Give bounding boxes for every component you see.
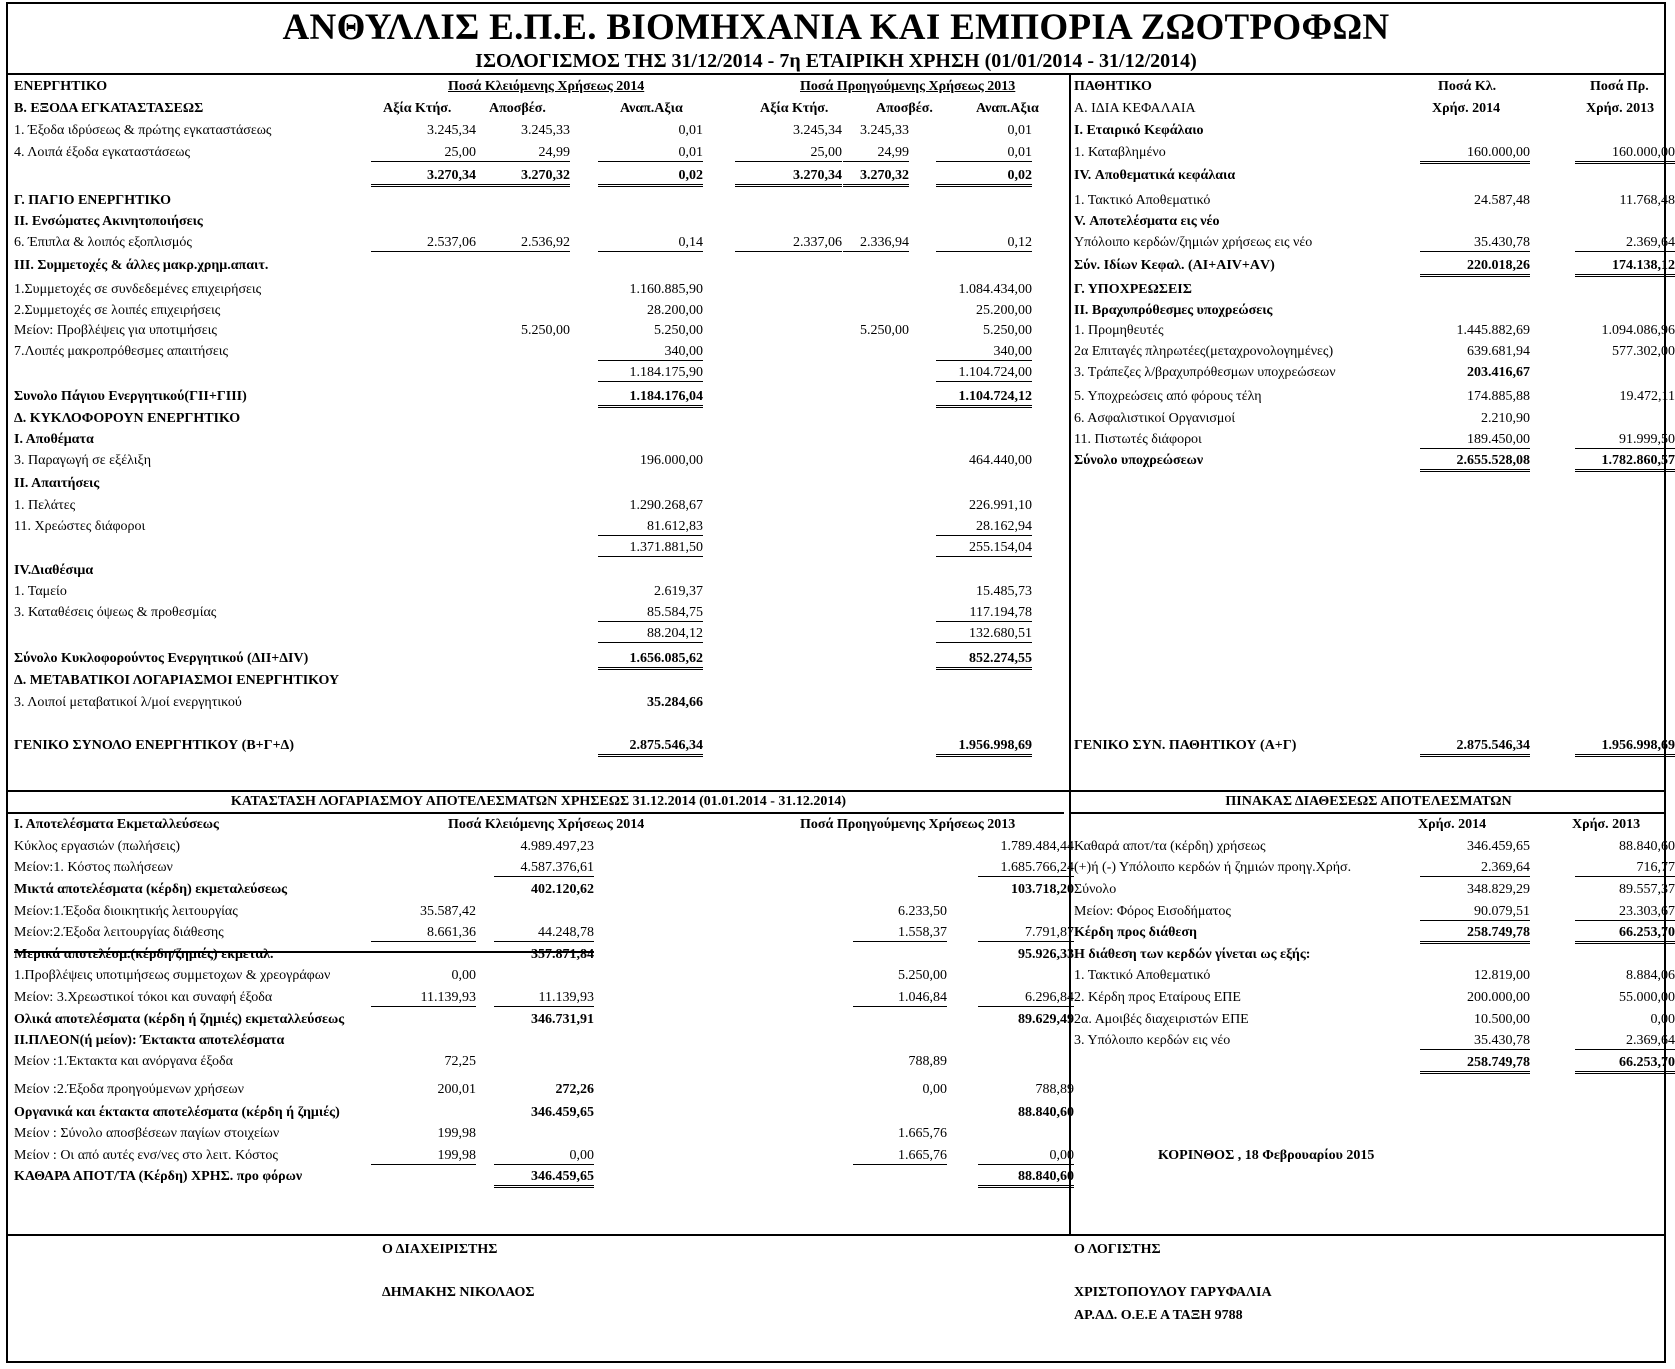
assets-row-label: 4. Λοιπά έξοδα εγκαταστάσεως <box>14 145 191 160</box>
income-value: 88.840,60 <box>1018 1105 1074 1120</box>
assets-value: 2.537,06 <box>371 234 476 252</box>
manager-name: ΔΗΜΑΚΗΣ ΝΙΚΟΛΑΟΣ <box>382 1285 535 1300</box>
distribution-value-2013: 55.000,00 <box>1619 990 1675 1005</box>
liabilities-value-2013: 91.999,50 <box>1575 431 1675 449</box>
assets-value: 0,01 <box>936 144 1032 162</box>
assets-value: 5.250,00 <box>983 323 1032 338</box>
liabilities-row-label: Α. ΙΔΙΑ ΚΕΦΑΛΑΙΑ <box>1074 101 1196 116</box>
liabilities-value-2014: 1.445.882,69 <box>1456 323 1530 338</box>
assets-value: 1.656.085,62 <box>598 650 703 670</box>
divider <box>1071 812 1664 814</box>
assets-row-label: Δ. ΜΕΤΑΒΑΤΙΚΟΙ ΛΟΓΑΡΙΑΣΜΟΙ ΕΝΕΡΓΗΤΙΚΟΥ <box>14 673 340 688</box>
assets-value: 2.875.546,34 <box>598 737 703 757</box>
column-divider <box>1069 73 1071 1234</box>
liabilities-value-2013: 11.768,48 <box>1619 193 1675 208</box>
assets-value: 3.245,33 <box>860 123 909 138</box>
liabilities-row-label: 1. Καταβλημένο <box>1074 145 1166 160</box>
assets-value: 2.336,94 <box>843 234 909 252</box>
liabilities-value-2014: 174.885,88 <box>1467 389 1530 404</box>
assets-value: 0,02 <box>598 167 703 187</box>
assets-row-label: IV.Διαθέσιμα <box>14 563 94 578</box>
assets-value: 1.184.176,04 <box>598 388 703 408</box>
distribution-row-label: Η διάθεση των κερδών γίνεται ως εξής: <box>1074 947 1311 962</box>
liabilities-row-label: 11. Πιστωτές διάφοροι <box>1074 432 1202 447</box>
assets-value: 2.619,37 <box>654 584 703 599</box>
liabilities-row-label: ΙΙ. Βραχυπρόθεσμες υποχρεώσεις <box>1074 303 1273 318</box>
balance-sheet-document <box>6 2 1675 1363</box>
liabilities-value-2013: 1.094.086,96 <box>1601 323 1675 338</box>
assets-value: 1.104.724,00 <box>936 364 1032 382</box>
place-date: ΚΟΡΙΝΘΟΣ , 18 Φεβρουαρίου 2015 <box>1158 1148 1375 1163</box>
assets-value: 3.270,32 <box>843 167 909 187</box>
income-value: 6.296,84 <box>978 989 1074 1007</box>
assets-value: 464.440,00 <box>969 453 1032 468</box>
assets-row-label: ΓΕΝΙΚΟ ΣΥΝΟΛΟ ΕΝΕΡΓΗΤΙΚΟΥ (Β+Γ+Δ) <box>14 738 294 753</box>
liabilities-value-2014: 24.587,48 <box>1474 193 1530 208</box>
assets-value: 226.991,10 <box>969 498 1032 513</box>
assets-row-label: 11. Χρεώστες διάφοροι <box>14 519 146 534</box>
income-period-2013: Ποσά Προηγούμενης Χρήσεως 2013 <box>800 817 1016 832</box>
assets-row-label: 7.Λοιπές μακροπρόθεσμες απαιτήσεις <box>14 344 229 359</box>
accountant-title: Ο ΛΟΓΙΣΤΗΣ <box>1074 1242 1161 1257</box>
income-value: 5.250,00 <box>898 968 947 983</box>
assets-heading: ΕΝΕΡΓΗΤΙΚΟ <box>14 79 108 94</box>
company-title: ΑΝΘΥΛΛΙΣ Ε.Π.Ε. ΒΙΟΜΗΧΑΝΙΑ ΚΑΙ ΕΜΠΟΡΙΑ ΖΩΟΤΡΟΦΩΝ <box>282 7 1390 48</box>
liabilities-row-label: V. Αποτελέσματα εις νέο <box>1074 214 1220 229</box>
divider <box>8 812 1064 814</box>
income-value: 1.685.766,24 <box>978 859 1074 877</box>
assets-row-label: 1. Πελάτες <box>14 498 76 513</box>
distribution-value-2013: 0,00 <box>1650 1012 1675 1027</box>
income-row-label: 1.Προβλέψεις υποτιμήσεως συμμετοχων & χρεογράφων <box>14 968 331 983</box>
distribution-row-label: Μείον: Φόρος Εισοδήματος <box>1074 904 1231 919</box>
assets-value: 25,00 <box>735 144 842 162</box>
liabilities-row-label: 5. Υποχρεώσεις από φόρους τέλη <box>1074 389 1262 404</box>
assets-value: 88.204,12 <box>598 625 703 643</box>
liabilities-row-label: Υπόλοιπο κερδών/ζημιών χρήσεως εις νέο <box>1074 235 1313 250</box>
income-value: 200,01 <box>437 1082 476 1097</box>
assets-value: 3.245,34 <box>793 123 842 138</box>
manager-title: Ο ΔΙΑΧΕΙΡΙΣΤΗΣ <box>382 1242 498 1257</box>
balance-sheet-subtitle: ΙΣΟΛΟΓΙΣΜΟΣ ΤΗΣ 31/12/2014 - 7η ΕΤΑΙΡΙΚΗ ΧΡΗΣΗ (01/01/2014 - 31/12/2014) <box>475 50 1197 72</box>
distribution-value-2014: 2.369,64 <box>1420 859 1530 877</box>
assets-value: 340,00 <box>936 343 1032 361</box>
income-row-label: ΚΑΘΑΡΑ ΑΠΟΤ/ΤΑ (Κέρδη) ΧΡΗΣ. προ φόρων <box>14 1169 303 1184</box>
assets-row-label: ΙΙ. Ενσώματες Ακινητοποιήσεις <box>14 214 203 229</box>
income-value: 1.046,84 <box>853 989 947 1007</box>
income-value: 788,89 <box>908 1054 947 1069</box>
income-value: 89.629,49 <box>1018 1012 1074 1027</box>
income-row-label: Μείον:1.Έξοδα διοικητικής λειτουργίας <box>14 904 238 919</box>
income-value: 11.139,93 <box>494 989 594 1007</box>
assets-value: 1.184.175,90 <box>598 364 703 382</box>
assets-value: 1.160.885,90 <box>629 282 703 297</box>
assets-value: 5.250,00 <box>860 323 909 338</box>
assets-value: 35.284,66 <box>647 695 703 710</box>
income-value: 402.120,62 <box>531 882 594 897</box>
divider <box>14 951 594 953</box>
divider <box>8 790 1664 792</box>
distribution-value-2013: 23.303,67 <box>1575 903 1675 921</box>
distribution-row-label: 3. Υπόλοιπο κερδών εις νέο <box>1074 1033 1231 1048</box>
liabilities-value-2014: 203.416,67 <box>1467 365 1530 380</box>
assets-row-label: 3. Καταθέσεις όψεως & προθεσμίας <box>14 605 217 620</box>
income-value: 8.661,36 <box>371 924 476 942</box>
income-value: 35.587,42 <box>420 904 476 919</box>
assets-value: 85.584,75 <box>598 604 703 622</box>
col-cost-2014: Αξία Κτήσ. <box>383 101 452 116</box>
assets-value: 1.104.724,12 <box>936 388 1032 408</box>
liabilities-row-label: Γ. ΥΠΟΧΡΕΩΣΕΙΣ <box>1074 282 1192 297</box>
income-value: 788,89 <box>1035 1082 1074 1097</box>
income-value: 0,00 <box>922 1082 947 1097</box>
liabilities-value-2014: 189.450,00 <box>1420 431 1530 449</box>
liabilities-row-label: 6. Ασφαλιστικοί Οργανισμοί <box>1074 411 1236 426</box>
col-net-2014: Αναπ.Αξια <box>620 101 683 116</box>
liabilities-row-label: 1. Τακτικό Αποθεματικό <box>1074 193 1211 208</box>
assets-value: 1.084.434,00 <box>958 282 1032 297</box>
assets-value: 81.612,83 <box>598 518 703 536</box>
liabilities-row-label: ΙV. Αποθεματικά κεφάλαια <box>1074 168 1236 183</box>
income-row-label: Μείον:1. Κόστος πωλήσεων <box>14 860 173 875</box>
assets-value: 0,12 <box>936 234 1032 252</box>
income-row-label: Μείον :1.Έκτακτα και ανόργανα έξοδα <box>14 1054 233 1069</box>
income-row-label: Μείον : Οι από αυτές ενσ/νες στο λειτ. Κόστος <box>14 1148 278 1163</box>
income-value: 272,26 <box>555 1082 594 1097</box>
assets-row-label: 6. Έπιπλα & λοιπός εξοπλισμός <box>14 235 192 250</box>
assets-value: 24,99 <box>476 144 570 162</box>
income-value: 1.665,76 <box>898 1126 947 1141</box>
liabilities-value-2014: 35.430,78 <box>1420 234 1530 252</box>
liabilities-row-label: 2α Επιταγές πληρωτέες(μεταχρονολογημένες) <box>1074 344 1334 359</box>
income-row-label: Μερικά αποτελέσμ.(κέρδη/ζημιές) εκμεταλ. <box>14 947 274 962</box>
assets-row-label: 1.Συμμετοχές σε συνδεδεμένες επιχειρήσεις <box>14 282 262 297</box>
distribution-value-2014: 346.459,65 <box>1467 839 1530 854</box>
assets-value: 0,14 <box>598 234 703 252</box>
distribution-value-2013: 2.369,64 <box>1575 1032 1675 1050</box>
income-value: 6.233,50 <box>898 904 947 919</box>
liabilities-value-2014: 220.018,26 <box>1420 257 1530 277</box>
liabilities-row-label: Σύνολο υποχρεώσεων <box>1074 453 1204 468</box>
income-value: 4.989.497,23 <box>520 839 594 854</box>
assets-value: 3.270,34 <box>735 167 842 187</box>
assets-row-label: Ι. Αποθέματα <box>14 432 94 447</box>
distribution-value-2014: 12.819,00 <box>1474 968 1530 983</box>
distribution-value-2014: 258.749,78 <box>1420 1054 1530 1074</box>
assets-value: 1.290.268,67 <box>629 498 703 513</box>
income-value: 357.871,84 <box>531 947 594 962</box>
dist-col-a: Χρήσ. 2014 <box>1418 817 1487 832</box>
income-value: 1.665,76 <box>853 1147 947 1165</box>
distribution-row-label: Σύνολο <box>1074 882 1117 897</box>
income-section: Ι. Αποτελέσματα Εκμεταλλεύσεως <box>14 817 219 832</box>
liab-col-b: Ποσά Πρ. <box>1590 79 1649 94</box>
liabilities-row-label: ΓΕΝΙΚΟ ΣΥΝ. ΠΑΘΗΤΙΚΟΥ (Α+Γ) <box>1074 738 1297 753</box>
liabilities-row-label: Σύν. Ιδίων Κεφαλ. (ΑΙ+ΑΙV+ΑV) <box>1074 258 1275 273</box>
assets-value: 24,99 <box>843 144 909 162</box>
income-value: 0,00 <box>451 968 476 983</box>
divider <box>8 1234 1664 1236</box>
distribution-value-2014: 348.829,29 <box>1467 882 1530 897</box>
liab-col-a: Ποσά Κλ. <box>1438 79 1497 94</box>
divider <box>8 73 1664 75</box>
income-value: 1.789.484,44 <box>1000 839 1074 854</box>
col-cost-2013: Αξία Κτήσ. <box>760 101 829 116</box>
distribution-row-label: Κέρδη προς διάθεση <box>1074 925 1197 940</box>
income-value: 11.139,93 <box>371 989 476 1007</box>
distribution-value-2014: 200.000,00 <box>1467 990 1530 1005</box>
income-value: 199,98 <box>437 1126 476 1141</box>
income-value: 346.731,91 <box>531 1012 594 1027</box>
assets-value: 1.371.881,50 <box>598 539 703 557</box>
assets-value: 0,01 <box>678 123 703 138</box>
liabilities-value-2014: 2.655.528,08 <box>1420 452 1530 472</box>
assets-row-label: 2.Συμμετοχές σε λοιπές επιχειρήσεις <box>14 303 221 318</box>
income-row-label: Κύκλος εργασιών (πωλήσεις) <box>14 839 181 854</box>
assets-value: 196.000,00 <box>640 453 703 468</box>
accountant-license: ΑΡ.ΑΔ. Ο.Ε.Ε Α ΤΑΞΗ 9788 <box>1074 1308 1243 1323</box>
distribution-value-2014: 258.749,78 <box>1420 924 1530 944</box>
liab-col-a-year: Χρήσ. 2014 <box>1432 101 1501 116</box>
income-value: 88.840,60 <box>978 1168 1074 1188</box>
distribution-row-label: 2. Κέρδη προς Εταίρους ΕΠΕ <box>1074 990 1241 1005</box>
liabilities-row-label: Ι. Εταιρικό Κεφάλαιο <box>1074 123 1204 138</box>
assets-value: 15.485,73 <box>976 584 1032 599</box>
assets-row-label: 1. Ταμείο <box>14 584 67 599</box>
income-statement-title: ΚΑΤΑΣΤΑΣΗ ΛΟΓΑΡΙΑΣΜΟΥ ΑΠΟΤΕΛΕΣΜΑΤΩΝ ΧΡΗΣΕΩΣ 31.12.2014 (01.01.2014 - 31.12.2014) <box>230 794 847 809</box>
assets-value: 25.200,00 <box>976 303 1032 318</box>
col-dep-2013: Αποσβέσ. <box>876 101 933 116</box>
liabilities-value-2013: 1.956.998,69 <box>1575 737 1675 757</box>
assets-row-label: ΙΙ. Απαιτήσεις <box>14 476 100 491</box>
assets-row-label: Δ. ΚΥΚΛΟΦΟΡΟΥΝ ΕΝΕΡΓΗΤΙΚΟ <box>14 411 241 426</box>
liabilities-value-2013: 2.369,64 <box>1575 234 1675 252</box>
distribution-row-label: 1. Τακτικό Αποθεματικό <box>1074 968 1211 983</box>
dist-col-b: Χρήσ. 2013 <box>1572 817 1641 832</box>
income-value: 72,25 <box>444 1054 476 1069</box>
assets-value: 2.337,06 <box>735 234 842 252</box>
income-value: 103.718,20 <box>1011 882 1074 897</box>
income-value: 346.459,65 <box>494 1168 594 1188</box>
income-row-label: Μείον: 3.Χρεωστικοί τόκοι και συναφή έξοδα <box>14 990 273 1005</box>
assets-value: 3.245,34 <box>427 123 476 138</box>
assets-value: 852.274,55 <box>936 650 1032 670</box>
liabilities-value-2014: 2.875.546,34 <box>1420 737 1530 757</box>
income-value: 95.926,33 <box>1018 947 1074 962</box>
income-value: 44.248,78 <box>494 924 594 942</box>
distribution-value-2013: 66.253,70 <box>1575 1054 1675 1074</box>
income-row-label: Ολικά αποτελέσματα (κέρδη ή ζημιές) εκμεταλλεύσεως <box>14 1012 345 1027</box>
assets-value: 132.680,51 <box>936 625 1032 643</box>
income-value: 1.558,37 <box>853 924 947 942</box>
assets-value: 28.162,94 <box>936 518 1032 536</box>
distribution-value-2014: 35.430,78 <box>1420 1032 1530 1050</box>
assets-value: 28.200,00 <box>647 303 703 318</box>
liabilities-value-2013: 174.138,12 <box>1575 257 1675 277</box>
assets-value: 5.250,00 <box>654 323 703 338</box>
distribution-value-2014: 90.079,51 <box>1420 903 1530 921</box>
liab-col-b-year: Χρήσ. 2013 <box>1586 101 1655 116</box>
assets-row-label: 3. Λοιποί μεταβατικοί λ/μοί ενεργητικού <box>14 695 242 710</box>
distribution-value-2013: 89.557,37 <box>1619 882 1675 897</box>
accountant-name: ΧΡΙΣΤΟΠΟΥΛΟΥ ΓΑΡΥΦΑΛΙΑ <box>1074 1285 1272 1300</box>
assets-value: 25,00 <box>371 144 476 162</box>
income-row-label: Μείον:2.Έξοδα λειτουργίας διάθεσης <box>14 925 224 940</box>
liabilities-value-2014: 2.210,90 <box>1481 411 1530 426</box>
assets-value: 5.250,00 <box>521 323 570 338</box>
liabilities-heading: ΠΑΘΗΤΙΚΟ <box>1074 79 1152 94</box>
liabilities-row-label: 1. Προμηθευτές <box>1074 323 1164 338</box>
income-row-label: Μικτά αποτελέσματα (κέρδη) εκμεταλεύσεως <box>14 882 288 897</box>
liabilities-value-2014: 639.681,94 <box>1467 344 1530 359</box>
assets-row-label: Σύνολο Κυκλοφορούντος Ενεργητικού (ΔΙΙ+ΔΙV) <box>14 651 309 666</box>
income-row-label: Οργανικά και έκτακτα αποτελέσματα (κέρδη ή ζημιές) <box>14 1105 340 1120</box>
income-value: 7.791,87 <box>978 924 1074 942</box>
col-dep-2014: Αποσβέσ. <box>489 101 546 116</box>
liabilities-value-2013: 1.782.860,57 <box>1575 452 1675 472</box>
assets-value: 0,01 <box>1007 123 1032 138</box>
income-value: 4.587.376,61 <box>494 859 594 877</box>
assets-row-label: Συνολο Πάγιου Ενεργητικού(ΓΙΙ+ΓΙΙΙ) <box>14 389 247 404</box>
income-row-label: Μείον :2.Έξοδα προηγούμενων χρήσεων <box>14 1082 244 1097</box>
distribution-value-2013: 88.840,60 <box>1619 839 1675 854</box>
assets-value: 1.956.998,69 <box>936 737 1032 757</box>
assets-value: 0,01 <box>598 144 703 162</box>
assets-row-label: 3. Παραγωγή σε εξέλιξη <box>14 453 152 468</box>
assets-value: 3.270,34 <box>371 167 476 187</box>
assets-row-label: Β. ΕΞΟΔΑ ΕΓΚΑΤΑΣΤΑΣΕΩΣ <box>14 101 204 116</box>
assets-value: 3.245,33 <box>521 123 570 138</box>
income-row-label: ΙΙ.ΠΛΕΟΝ(ή μείον): Έκτακτα αποτελέσματα <box>14 1033 285 1048</box>
assets-value: 255.154,04 <box>936 539 1032 557</box>
assets-value: 2.536,92 <box>476 234 570 252</box>
col-net-2013: Αναπ.Αξια <box>976 101 1039 116</box>
assets-value: 0,02 <box>936 167 1032 187</box>
distribution-value-2013: 8.884,06 <box>1626 968 1675 983</box>
distribution-value-2014: 10.500,00 <box>1474 1012 1530 1027</box>
assets-row-label: Γ. ΠΑΓΙΟ ΕΝΕΡΓΗΤΙΚΟ <box>14 193 172 208</box>
assets-row-label: Μείον: Προβλέψεις για υποτιμήσεις <box>14 323 217 338</box>
income-value: 346.459,65 <box>531 1105 594 1120</box>
assets-row-label: 1. Έξοδα ιδρύσεως & πρώτης εγκαταστάσεως <box>14 123 272 138</box>
assets-period-2013: Ποσά Προηγούμενης Χρήσεως 2013 <box>800 79 1016 94</box>
income-value: 0,00 <box>494 1147 594 1165</box>
distribution-row-label: Καθαρά αποτ/τα (κέρδη) χρήσεως <box>1074 839 1266 854</box>
liabilities-value-2014: 160.000,00 <box>1420 144 1530 164</box>
distribution-row-label: 2α. Αμοιβές διαχειριστών ΕΠΕ <box>1074 1012 1249 1027</box>
income-period-2014: Ποσά Κλειόμενης Χρήσεως 2014 <box>448 817 645 832</box>
distribution-title: ΠΙΝΑΚΑΣ ΔΙΑΘΕΣΕΩΣ ΑΠΟΤΕΛΕΣΜΑΤΩΝ <box>1225 794 1512 809</box>
assets-row-label: ΙΙΙ. Συμμετοχές & άλλες μακρ.χρημ.απαιτ. <box>14 258 269 273</box>
distribution-row-label: (+)ή (-) Υπόλοιπο κερδών ή ζημιών προηγ.Χρήσ. <box>1074 860 1352 875</box>
liabilities-value-2013: 160.000,00 <box>1575 144 1675 164</box>
liabilities-value-2013: 19.472,11 <box>1619 389 1675 404</box>
distribution-value-2013: 66.253,70 <box>1575 924 1675 944</box>
assets-value: 117.194,78 <box>936 604 1032 622</box>
income-row-label: Μείον : Σύνολο αποσβέσεων παγίων στοιχείων <box>14 1126 280 1141</box>
income-value: 0,00 <box>978 1147 1074 1165</box>
liabilities-row-label: 3. Τράπεζες λ/βραχυπρόθεσμων υποχρεώσεων <box>1074 365 1336 380</box>
assets-value: 340,00 <box>598 343 703 361</box>
assets-period-2014: Ποσά Κλειόμενης Χρήσεως 2014 <box>448 79 645 94</box>
income-value: 199,98 <box>371 1147 476 1165</box>
assets-value: 3.270,32 <box>476 167 570 187</box>
liabilities-value-2013: 577.302,00 <box>1612 344 1675 359</box>
distribution-value-2013: 716,77 <box>1575 859 1675 877</box>
